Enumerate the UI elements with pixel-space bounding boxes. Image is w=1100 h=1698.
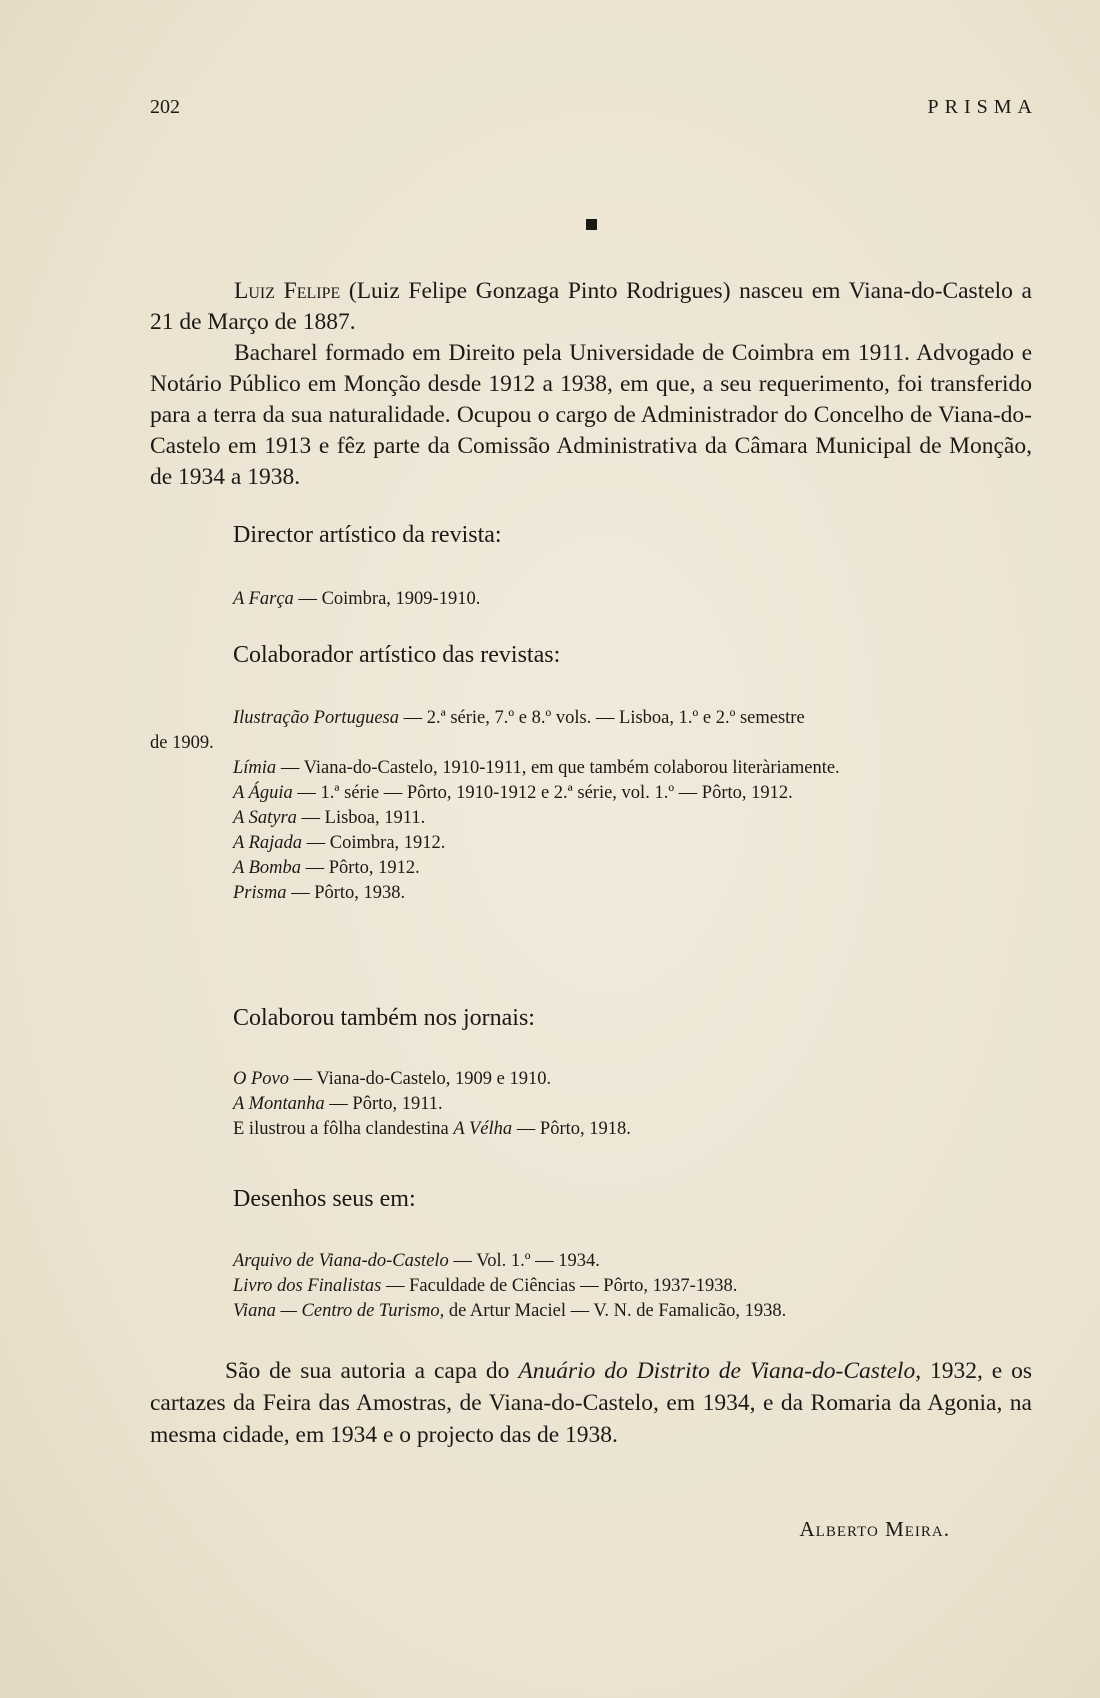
list-item [150, 706, 1034, 731]
heading-director: Director artístico da revista: [233, 522, 502, 548]
collaborator-list [150, 706, 1034, 906]
heading-collaborator: Colaborador artístico das revistas: [233, 642, 561, 668]
item-text: — Pôrto, 1911. [324, 1094, 443, 1114]
item-text: de Artur Maciel — V. N. de Famalicão, 1938. [444, 1301, 787, 1321]
biography [150, 276, 1032, 493]
item-text: E ilustrou a fôlha clandestina [233, 1119, 454, 1139]
page-header [150, 96, 1038, 126]
item-text: — 1.ª série — Pôrto, 1910-1912 e 2.ª série, vol. 1.º — Pôrto, 1912. [292, 783, 793, 803]
item-text: — Pôrto, 1918. [512, 1119, 631, 1139]
item-title: Arquivo de Viana-do-Castelo [233, 1251, 449, 1271]
list-item [150, 856, 1034, 881]
item-text: — Pôrto, 1938. [286, 883, 406, 903]
author-name: Luiz Felipe [234, 278, 341, 304]
list-item [150, 587, 1034, 612]
closing-rest: 1932, e os cartazes da Feira das Amostras, de Viana-do-Castelo, em 1934, e da Romaria da Agonia, na mesma cidade, em 1934 e o projecto das de 1938. [150, 1358, 1033, 1448]
bio-paragraph-2: Bacharel formado em Direito pela Universidade de Coimbra em 1911. Advogado e Notário Público em Monção desde 1912 a 1938, em que, a seu requerimento, foi transferido para a terra da sua naturalidade. Ocupou o cargo de Administrador do Concelho de Viana-do-Castelo em 1913 e fêz parte da Comissão Administrativa da Câmara Municipal de Monção, de 1934 a 1938. [150, 340, 1032, 490]
list-item [150, 881, 1034, 906]
item-title: A Rajada [233, 833, 303, 853]
list-item [150, 1117, 1034, 1142]
list-item [150, 781, 1034, 806]
closing-prefix: São de sua autoria a capa do [225, 1358, 519, 1384]
item-title: Livro dos Finalistas [233, 1276, 382, 1296]
item-text: — Coimbra, 1909-1910. [293, 589, 481, 609]
list-item-continuation: de 1909. [150, 733, 214, 753]
closing-title: Anuário do Distrito de Viana-do-Castelo, [518, 1358, 922, 1384]
item-title: A Águia [233, 783, 293, 803]
page-number: 202 [150, 96, 180, 118]
item-text: — Coimbra, 1912. [302, 833, 446, 853]
heading-drawings: Desenhos seus em: [233, 1186, 416, 1212]
item-title: A Vélha [453, 1119, 513, 1139]
closing-text [150, 1355, 1032, 1451]
list-item [150, 1274, 1034, 1299]
list-item [150, 1092, 1034, 1117]
list-item [150, 831, 1034, 856]
bio-paragraph-1 [150, 276, 1032, 338]
item-title: A Farça [233, 589, 294, 609]
section-ornament [586, 219, 597, 230]
closing-paragraph [150, 1355, 1032, 1451]
item-title: O Povo [233, 1069, 289, 1089]
list-item [150, 1067, 1034, 1092]
drawings-list [150, 1249, 1034, 1324]
item-title: A Satyra [233, 808, 297, 828]
list-item [150, 756, 1034, 781]
heading-journals: Colaborou também nos jornais: [233, 1005, 535, 1031]
list-item [150, 806, 1034, 831]
item-title: Prisma [233, 883, 287, 903]
list-item [150, 1249, 1034, 1274]
item-title: A Bomba [233, 858, 302, 878]
item-text: — Vol. 1.º — 1934. [448, 1251, 600, 1271]
bio-paragraph-1-text: (Luiz Felipe Gonzaga Pinto Rodrigues) nasceu em Viana-do-Castelo a 21 de Março de 1887. [150, 278, 1032, 335]
item-text: — Pôrto, 1912. [301, 858, 420, 878]
item-text: — Lisboa, 1911. [296, 808, 426, 828]
item-text: — Faculdade de Ciências — Pôrto, 1937-1938. [381, 1276, 738, 1296]
item-text: — Viana-do-Castelo, 1909 e 1910. [289, 1069, 552, 1089]
list-item [150, 1299, 1034, 1324]
item-title: Viana — Centro de Turismo, [233, 1301, 445, 1321]
author-signature: Alberto Meira. [799, 1517, 950, 1541]
item-title: Ilustração Portuguesa [233, 708, 399, 728]
item-text: — 2.ª série, 7.º e 8.º vols. — Lisboa, 1.º e 2.º semestre [398, 708, 805, 728]
running-title: PRISMA [927, 96, 1038, 118]
journals-list [150, 1067, 1034, 1142]
item-title: Límia [233, 758, 277, 778]
director-list [150, 587, 1034, 612]
item-title: A Montanha [233, 1094, 325, 1114]
item-text: — Viana-do-Castelo, 1910-1911, em que também colaborou literàriamente. [276, 758, 840, 778]
